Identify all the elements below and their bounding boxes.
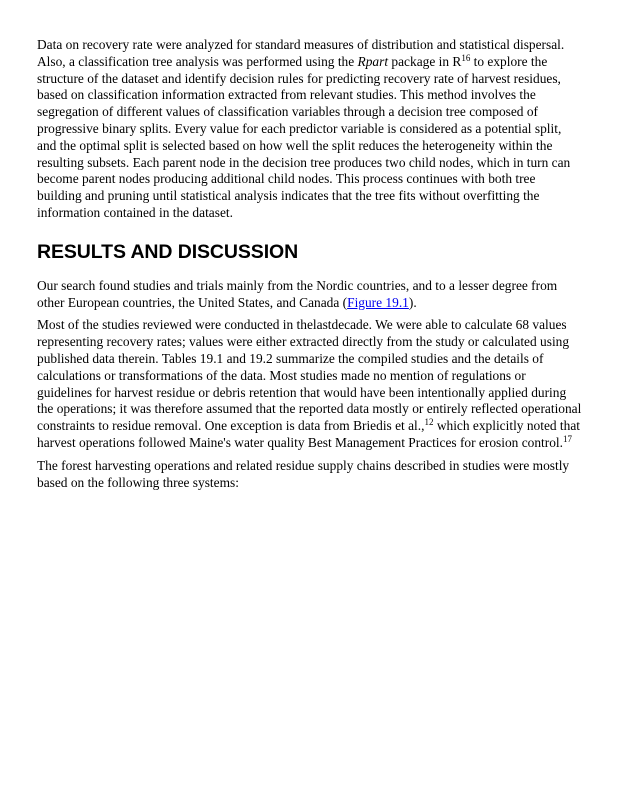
studies-text-1: Most of the studies reviewed were conducted in thelastdecade. We were able to calculate 68 values representing recovery rates; values were either extracted directly from the study or calculated using published data therein. Tables 19.1 and 19.2 summarize the compiled studies and the details of calculations or transformations of the data. Most studies made no mention of regulations or guidelines for harvest residue or debris retention that would have been intentionally applied during the operations; it was therefore assumed that the reported data mostly or entirely reflected operational constraints to residue removal. One exception is data from Briedis et al., <box>37 317 582 434</box>
section-heading: RESULTS AND DISCUSSION <box>37 240 299 263</box>
methods-text-2: package in R <box>388 53 462 69</box>
citation-17: 17 <box>562 433 572 444</box>
citation-12: 12 <box>424 417 434 428</box>
systems-paragraph: The forest harvesting operations and related residue supply chains described in studies were mostly based on the following three systems: <box>37 457 570 490</box>
search-text-2: ). <box>408 294 417 310</box>
methods-text-3: to explore the structure of the dataset and identify decision rules for predicting recovery rate of harvest residues, based on classification information extracted from relevant studies. This method involves the segregation of different values of classification variables through a decision tree composed of progressive binary splits. Every value for each predictor variable is considered as a potential split, and the optimal split is selected based on how well the split reduces the heterogeneity within the resulting subsets. Each parent node in the decision tree produces two child nodes, which in turn can become parent nodes producing additional child nodes. This process continues with both tree building and pruning until statistical analysis indicates that the tree fits without overfitting the information contained in the dataset. <box>37 53 571 220</box>
figure-19-1-link[interactable]: Figure 19.1 <box>347 294 409 310</box>
search-text-1: Our search found studies and trials mainly from the Nordic countries, and to a lesser degree from other European countries, the United States, and Canada ( <box>37 277 558 310</box>
search-paragraph <box>37 278 582 312</box>
methods-paragraph <box>37 37 582 222</box>
methods-text-1: Data on recovery rate were analyzed for standard measures of distribution and statistical dispersal. Also, a classification tree analysis was performed using the <box>37 37 565 69</box>
rpart-package-name: Rpart <box>357 53 389 69</box>
studies-text-2: which explicitly noted that harvest operations followed Maine's water quality Best Management Practices for erosion control. <box>37 418 581 450</box>
document-page <box>37 37 582 491</box>
studies-paragraph <box>37 317 582 451</box>
citation-16: 16 <box>461 52 471 63</box>
